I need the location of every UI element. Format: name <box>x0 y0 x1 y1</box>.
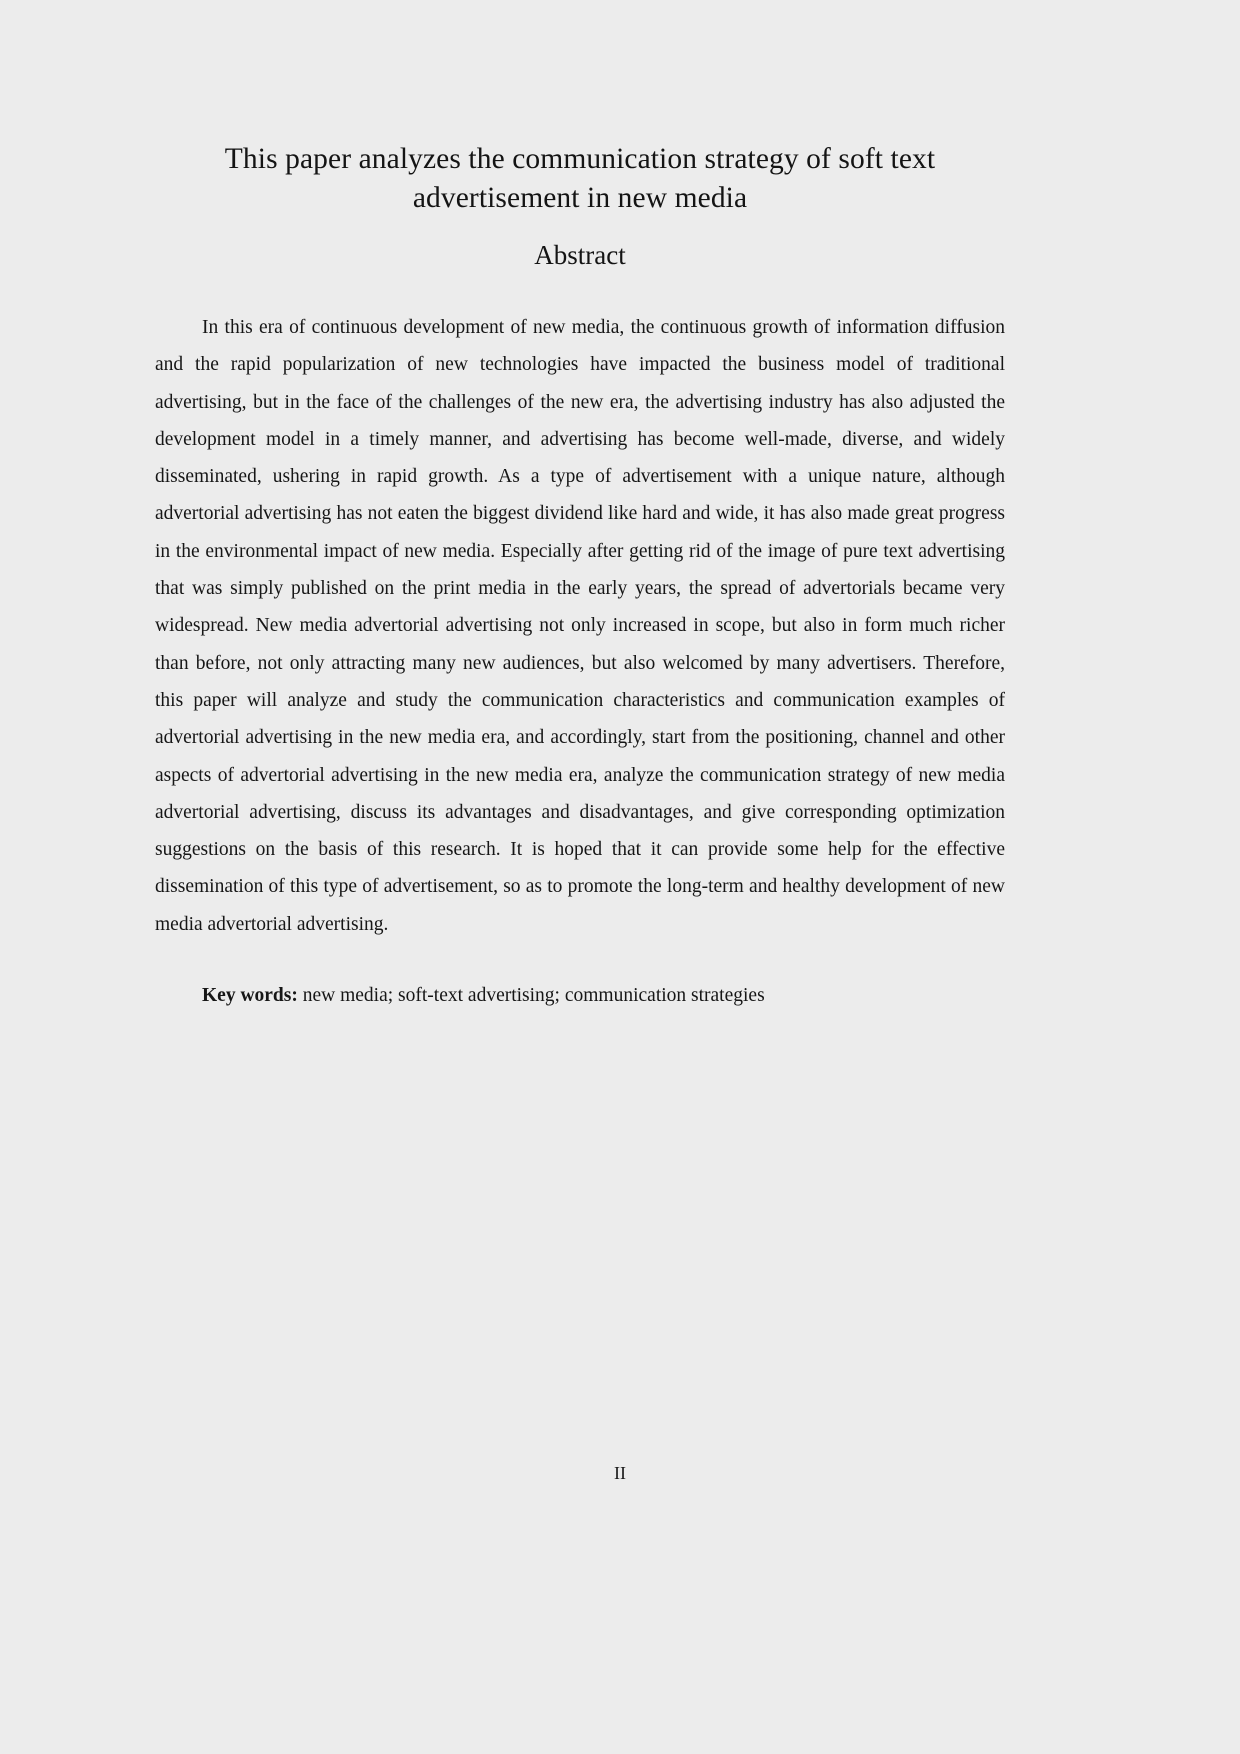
page-number: II <box>614 1463 626 1483</box>
page-title: This paper analyzes the communication strategy of soft text advertisement in new media <box>224 143 936 214</box>
keywords-label: Key words: <box>202 985 298 1007</box>
keywords-line <box>155 977 1005 1014</box>
abstract-paragraph: In this era of continuous development of new media, the continuous growth of information diffusion and the rapid popularization of new technologies have impacted the business model of traditional advertising, but in the face of the challenges of the new era, the advertising industry has also adjusted the development model in a timely manner, and advertising has become well-made, diverse, and widely disseminated, ushering in rapid growth. As a type of advertisement with a unique nature, although advertorial advertising has not eaten the biggest dividend like hard and wide, it has also made great progress in the environmental impact of new media. Especially after getting rid of the image of pure text advertising that was simply published on the print media in the early years, the spread of advertorials became very widespread. New media advertorial advertising not only increased in scope, but also in form much richer than before, not only attracting many new audiences, but also welcomed by many advertisers. Therefore, this paper will analyze and study the communication characteristics and communication examples of advertorial advertising in the new media era, and accordingly, start from the positioning, channel and other aspects of advertorial advertising in the new media era, analyze the communication strategy of new media advertorial advertising, discuss its advantages and disadvantages, and give corresponding optimization suggestions on the basis of this research. It is hoped that it can provide some help for the effective dissemination of this type of advertisement, so as to promote the long-term and healthy development of new media advertorial advertising. <box>155 316 1005 935</box>
keywords-value: new media; soft-text advertising; communication strategies <box>302 985 765 1007</box>
page-content <box>155 140 1005 1014</box>
abstract-heading: Abstract <box>534 239 626 270</box>
